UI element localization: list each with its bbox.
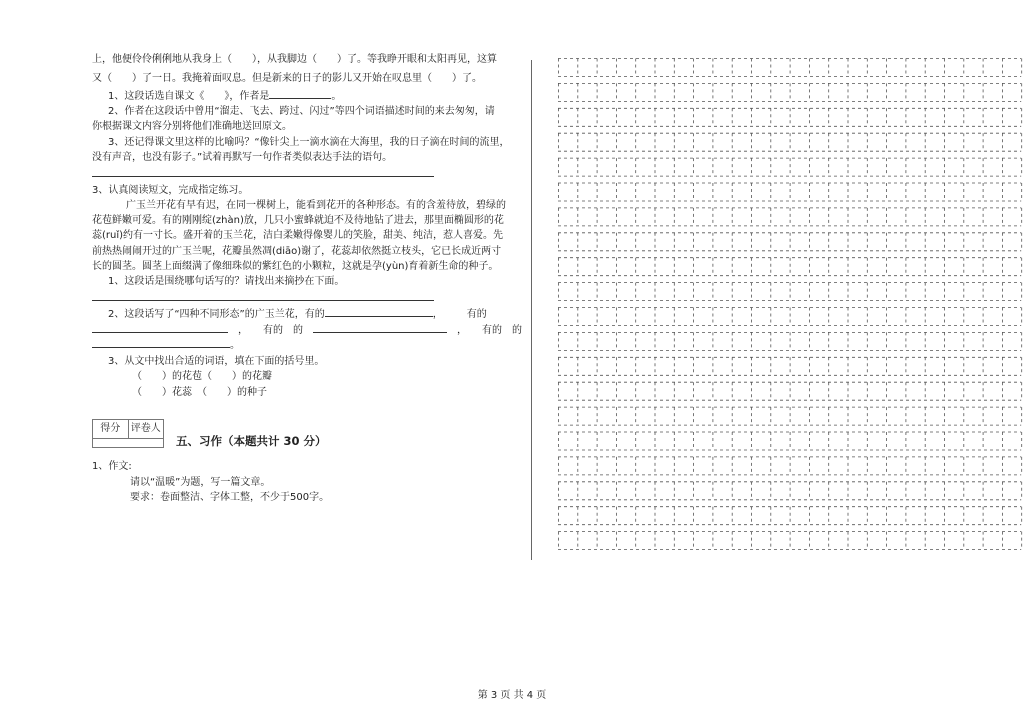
reading-question-3: 3、从文中找出合适的词语，填在下面的括号里。 [108,356,325,367]
score-blank-row [92,437,164,448]
essay-item: 1、作文: [92,461,132,472]
reading-heading: 3、认真阅读短文，完成指定练习。 [92,185,249,196]
passage-line-2: 又（ ）了一日。我掩着面叹息。但是新来的日子的影儿又开始在叹息里（ ）了。 [92,73,482,84]
answer-blank[interactable] [325,306,433,317]
fill-row-2: （ ）花蕊 （ ）的种子 [132,387,267,398]
writing-grid[interactable] [558,58,1024,556]
score-label: 得分 [100,423,121,434]
passage-line-1: 上，他便伶伶俐俐地从我身上（ ），从我脚边（ ）了。等我睁开眼和太阳再见，这算 [92,54,497,65]
section-5-title: 五、习作（本题共计 30 分） [176,434,327,448]
reading-question-2-cont: ， 有的 的 ， 有的 的 [92,322,522,339]
answer-line[interactable] [92,290,434,301]
column-divider [531,60,532,560]
fill-row-1: （ ）的花苞（ ）的花瓣 [132,371,272,382]
reading-line-5: 长的圆茎。圆茎上面缀满了像细珠似的紫红色的小颗粒，这就是孕(yùn)育着新生命的种子。 [92,261,499,272]
reading-line-4: 前热热闹闹开过的广玉兰呢，花瓣虽然凋(diāo)谢了，花蕊却依然挺立枝头，它已长成近两寸 [92,246,502,257]
reading-line-3: 蕊(ruǐ)约有一寸长。盛开着的玉兰花，洁白柔嫩得像婴儿的笑脸，甜美、纯洁，惹人喜爱。先 [92,230,504,241]
grader-label: 评卷人 [128,420,164,438]
question-1: 1、这段话选自课文《 》，作者是 。 [108,88,341,105]
reading-line-1: 广玉兰开花有早有迟，在同一棵树上，能看到花开的各种形态。有的含羞待放，碧绿的 [126,200,506,211]
essay-requirement: 要求：卷面整洁、字体工整，不少于500字。 [130,492,330,503]
essay-prompt: 请以“温暖”为题，写一篇文章。 [130,477,271,488]
answer-blank[interactable] [92,337,230,348]
score-box [92,419,164,439]
reading-question-2: 2、这段话写了“四种不同形态”的广玉兰花，有的 ， 有的 [108,306,487,323]
page-footer: 第 3 页 共 4 页 [477,690,547,701]
answer-blank[interactable] [269,88,331,99]
reading-question-2-end: 。 [92,337,240,354]
question-2-line-2: 你根据课文内容分别将他们准确地送回原文。 [92,121,292,132]
question-3-line-2: 没有声音，也没有影子。”试着再默写一句作者类似表达手法的语句。 [92,152,393,163]
reading-line-2: 花苞鲜嫩可爱。有的刚刚绽(zhàn)放，几只小蜜蜂就迫不及待地钻了进去，那里面椭圆形的花 [92,215,504,226]
answer-blank[interactable] [313,322,447,333]
question-3-line-1: 3、还记得课文里这样的比喻吗？“像针尖上一滴水滴在大海里，我的日子滴在时间的流里， [108,137,510,148]
reading-question-1: 1、这段话是围绕哪句话写的？请找出来摘抄在下面。 [108,276,345,287]
answer-line[interactable] [92,166,434,177]
answer-blank[interactable] [92,322,228,333]
question-2-line-1: 2、作者在这段话中曾用“溜走、飞去、跨过、闪过”等四个词语描述时间的来去匆匆，请 [108,106,495,117]
